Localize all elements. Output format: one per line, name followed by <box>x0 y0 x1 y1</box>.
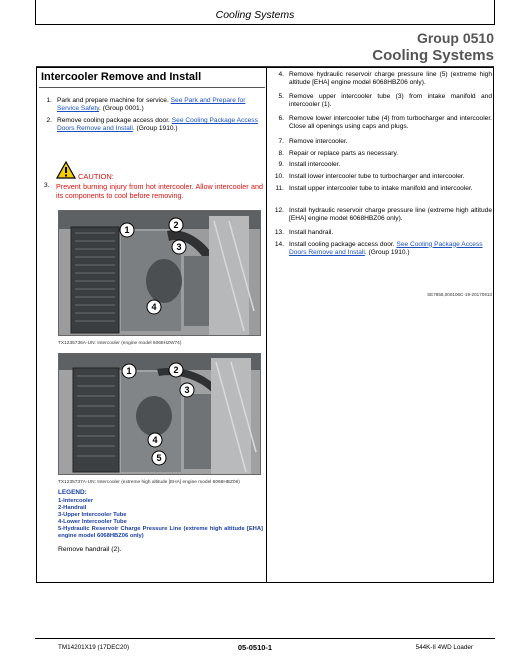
remove-handrail-text: Remove handrail (2). <box>58 546 122 553</box>
footer-manual-id: TM14201X19 (17DEC20) <box>58 644 130 651</box>
step-number: 5. <box>278 93 284 100</box>
step-number: 7. <box>278 138 284 145</box>
step-number: 11. <box>275 184 284 192</box>
step-number: 3. <box>44 182 50 189</box>
step-body: Remove cooling package access door. <box>57 117 170 124</box>
legend-title: LEGEND: <box>58 489 87 496</box>
step-10 <box>270 173 492 185</box>
caution-step-number <box>44 174 50 192</box>
document-signature: SE7858,000106C-19-20170913 <box>427 292 492 297</box>
legend-item: 3-Upper Intercooler Tube <box>58 512 127 518</box>
step-12 <box>270 207 492 229</box>
access-doors-link[interactable]: See Cooling Package Access Doors Remove and Install <box>57 117 258 133</box>
figure-2-caption: TX1235737A-UN: Intercooler (extreme high altitude [EHA] engine model 6068HBZ06) <box>58 480 240 485</box>
callout: 1 <box>126 366 132 376</box>
group-name: Cooling Systems <box>372 47 494 64</box>
legend-list <box>58 498 263 540</box>
step-11 <box>270 185 492 207</box>
step-text: Install hydraulic reservoir charge pressure line (extreme high altitude [EHA] engine model 6068HBZ06 only). <box>289 206 492 222</box>
caution-text: Prevent burning injury from hot intercooler. Allow intercooler and its components to cool before removing. <box>56 182 263 200</box>
step-number: 14. <box>274 240 284 248</box>
procedure-title-rule <box>39 87 265 88</box>
step-text: Repair or replace parts as necessary. <box>289 149 399 157</box>
intercooler-figure-2 <box>58 353 261 475</box>
callout: 3 <box>176 242 182 252</box>
step-1 <box>38 97 264 117</box>
figure-1-caption: TX1235736A-UN: Intercooler (engine model 6068HZW74) <box>58 341 182 346</box>
step-body: Install cooling package access door. <box>289 240 395 248</box>
legend-item: 2-Handrail <box>58 505 87 511</box>
step-14 <box>270 241 492 263</box>
install-access-doors-link[interactable]: See Cooling Package Access Doors Remove and Install <box>289 240 483 256</box>
header-rule <box>35 24 495 25</box>
step-number: 12. <box>274 206 284 214</box>
legend-item: 1-Intercooler <box>58 498 94 504</box>
callout: 1 <box>124 225 130 235</box>
step-number: 1. <box>46 97 52 104</box>
step-number: 2. <box>46 117 52 124</box>
step-number: 4. <box>278 71 284 78</box>
park-prepare-link[interactable]: See Park and Prepare for Service Safety <box>57 97 246 113</box>
step-5 <box>270 93 492 115</box>
column-divider <box>266 67 267 583</box>
step-text: Remove upper intercooler tube (3) from intake manifold and intercooler (1). <box>289 93 492 109</box>
step-6 <box>270 115 492 138</box>
step-text: Install upper intercooler tube to intake manifold and intercooler. <box>289 184 473 192</box>
step-text: Remove intercooler. <box>289 138 348 145</box>
group-number: Group 0510 <box>416 30 494 46</box>
step-number: 9. <box>278 161 284 168</box>
callout: 2 <box>173 220 179 230</box>
legend-item: 4-Lower Intercooler Tube <box>58 519 127 525</box>
callout: 3 <box>184 385 190 395</box>
step-4 <box>270 71 492 93</box>
step-suffix: . (Group 1910.) <box>132 125 178 133</box>
step-number: 6. <box>278 115 284 122</box>
step-number: 10. <box>274 172 284 180</box>
step-number: 8. <box>278 149 284 157</box>
step-text: Remove hydraulic reservoir charge pressure line (5) (extreme high altitude [EHA] engine model 6068HBZ06 only). <box>289 71 492 87</box>
legend-item: 5-Hydraulic Reservoir Charge Pressure Line (extreme high altitude [EHA] engine model 6068HBZ06 only) <box>58 526 263 539</box>
step-number: 13. <box>274 228 284 236</box>
intercooler-figure-1 <box>58 210 261 336</box>
footer-page-number: 05-0510-1 <box>237 643 273 652</box>
step-text <box>289 241 492 257</box>
step-text <box>57 97 263 113</box>
step-9 <box>270 161 492 173</box>
step-text <box>57 117 263 133</box>
step-13 <box>270 229 492 241</box>
step-7 <box>270 138 492 150</box>
step-body: Park and prepare machine for service. <box>57 97 169 104</box>
callout: 4 <box>151 302 157 312</box>
section-title: Cooling Systems <box>215 9 295 21</box>
footer-rule <box>35 638 495 639</box>
step-text: Install lower intercooler tube to turbocharger and intercooler. <box>289 172 465 180</box>
step-suffix: . (Group 1910.) <box>364 248 410 256</box>
callout: 2 <box>173 365 179 375</box>
procedure-title: Intercooler Remove and Install <box>41 71 202 83</box>
right-steps <box>270 71 492 263</box>
step-2 <box>38 117 264 137</box>
step-suffix: . (Group 0001.) <box>99 105 144 113</box>
warning-triangle-icon <box>56 161 76 179</box>
step-8 <box>270 150 492 162</box>
step-text: Remove lower intercooler tube (4) from turbocharger and intercooler. Close all openings using caps and plugs. <box>289 115 492 131</box>
step-text: Install handrail. <box>289 228 334 236</box>
step-text: Install intercooler. <box>289 161 341 168</box>
caution-label: CAUTION: <box>78 172 114 181</box>
callout: 4 <box>152 435 158 445</box>
callout: 5 <box>156 453 162 463</box>
footer-machine-name: 544K-II 4WD Loader <box>415 644 473 651</box>
